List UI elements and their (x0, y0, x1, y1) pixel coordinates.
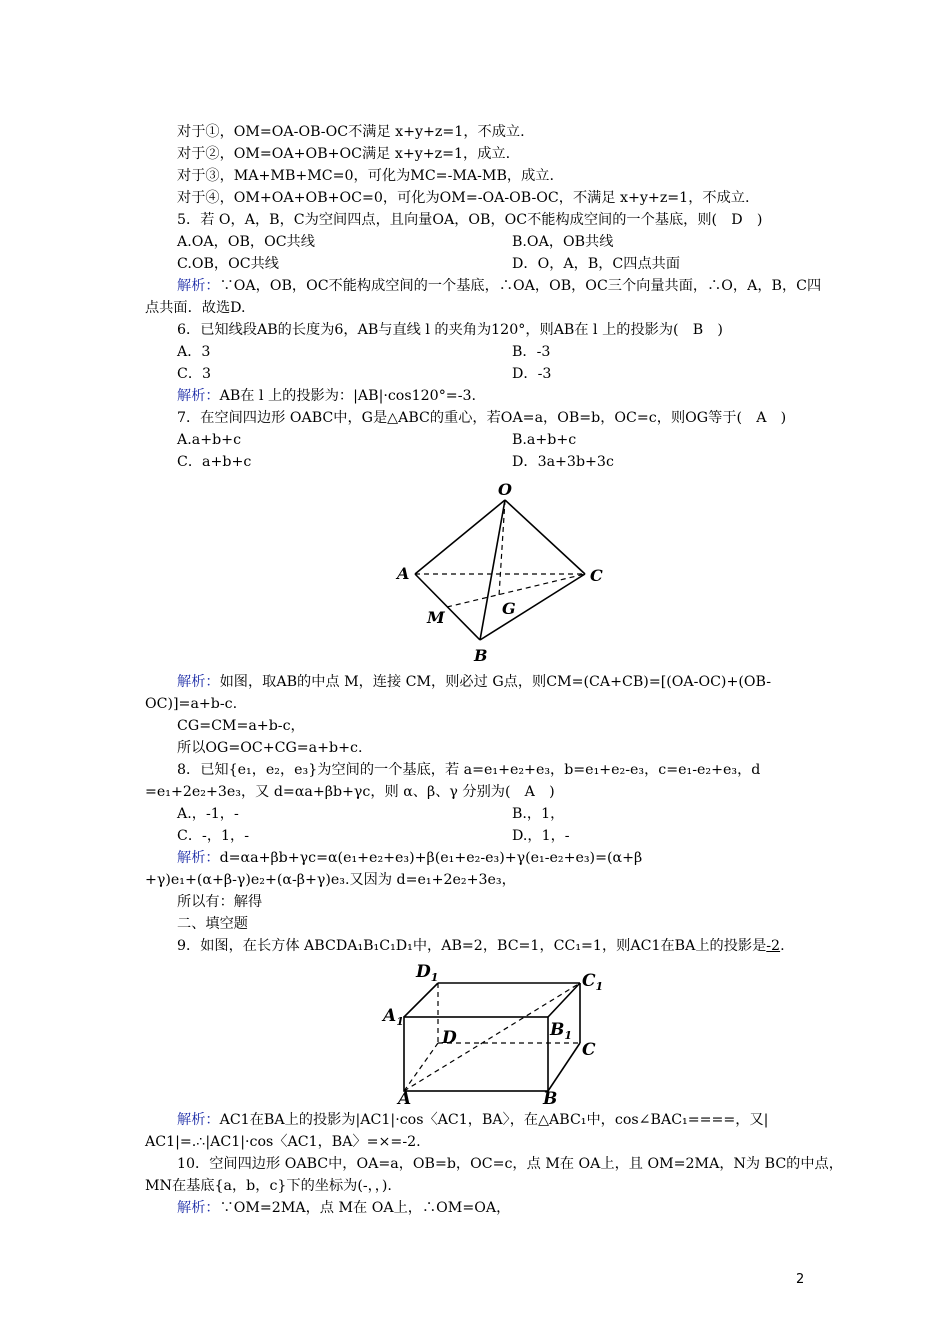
section-heading-fill-blank: 二、填空题 (177, 916, 248, 932)
question-6: 6．已知线段AB的长度为6，AB与直线 l 的夹角为120°，则AB在 l 上的投影为( B ) (177, 322, 723, 338)
q8-solution-line3: 所以有：解得 (177, 894, 263, 910)
line-case-3: 对于③，MA+MB+MC=0，可化为MC=-MA-MB，成立. (177, 168, 554, 184)
question-9-text: 9．如图，在长方体 ABCDA₁B₁C₁D₁中，AB=2，BC=1，CC₁=1，则AC1在BA上的投影是 (177, 938, 767, 954)
question-10-cont: MN在基底{a，b，c}下的坐标为(-，，). (145, 1178, 392, 1194)
q5-option-a: A.OA，OB，OC共线 (177, 234, 315, 250)
front-face (404, 1017, 548, 1091)
q7-option-d: D．3a+3b+3c (512, 454, 614, 470)
solution-label: 解析： (177, 850, 220, 866)
q5-solution-cont: 点共面．故选D. (145, 300, 246, 316)
solution-label: 解析： (177, 278, 220, 294)
label-c: C (582, 1040, 596, 1060)
q7-solution (177, 672, 771, 692)
label-a: A (398, 1089, 412, 1104)
q9-solution-text: AC1在BA上的投影为|AC1|·cos〈AC1，BA〉，在△ABC₁中，cos∠BAC₁====，又| (219, 1112, 769, 1128)
q6-solution-text: AB在 l 上的投影为：|AB|·cos120°=-3. (219, 388, 477, 404)
label-o: O (498, 480, 512, 499)
q8-option-d: D.，1，- (512, 828, 570, 844)
question-10: 10．空间四边形 OABC中，OA=a，OB=b，OC=c，点 M在 OA上，且 OM=2MA，N为 BC的中点， (177, 1156, 843, 1172)
page-number: 2 (796, 1272, 805, 1287)
line-case-4: 对于④，OM+OA+OB+OC=0，可化为OM=-OA-OB-OC，不满足 x+y+z=1，不成立. (177, 190, 750, 206)
solution-label: 解析： (177, 388, 220, 404)
question-8: 8．已知{e₁，e₂，e₃}为空间的一个基底，若 a=e₁+e₂+e₃，b=e₁+e₂-e₃，c=e₁-e₂+e₃，d (177, 762, 761, 778)
q7-solution-cont: OC)]=a+b-c. (145, 696, 238, 712)
label-d: D (442, 1028, 457, 1048)
label-b: B (474, 646, 488, 665)
edge-a1d1 (404, 983, 438, 1017)
solution-label: 解析： (177, 1200, 220, 1216)
q6-solution (177, 386, 476, 406)
question-5: 5．若 O，A，B，C为空间四点，且向量OA，OB，OC不能构成空间的一个基底，则( D ) (177, 212, 763, 228)
q9-answer: -2 (766, 938, 781, 954)
q6-option-b: B．-3 (512, 344, 551, 360)
q9-solution (177, 1110, 768, 1130)
label-c1: $C_1$ (582, 971, 604, 993)
q5-option-c: C.OB，OC共线 (177, 256, 279, 272)
solution-label: 解析： (177, 1112, 220, 1128)
q8-option-b: B.，1， (512, 806, 565, 822)
label-b1: $B_1$ (550, 1020, 573, 1042)
question-7: 7．在空间四边形 OABC中，G是△ABC的重心，若OA=a，OB=b，OC=c，则OG等于( A ) (177, 410, 787, 426)
label-a: A (397, 564, 410, 583)
q6-option-d: D．-3 (512, 366, 552, 382)
q9-period: . (780, 938, 785, 954)
edge-bc (480, 574, 585, 640)
edge-oa (415, 500, 505, 574)
solution-label: 解析： (177, 674, 220, 690)
q10-solution-text: ∵OM=2MA，点 M在 OA上，∴OM=OA， (219, 1200, 511, 1216)
label-m: M (427, 608, 445, 627)
label-b: B (543, 1089, 558, 1104)
q7-solution-line4: 所以OG=OC+CG=a+b+c. (177, 740, 363, 756)
line-case-2: 对于②，OM=OA+OB+OC满足 x+y+z=1，成立. (177, 146, 511, 162)
q7-option-c: C．a+b+c (177, 454, 252, 470)
label-g: G (502, 599, 516, 618)
cuboid-figure (378, 956, 608, 1104)
q5-solution-text: ∵OA，OB，OC不能构成空间的一个基底，∴OA，OB，OC三个向量共面，∴O，A，B，C四 (219, 278, 822, 294)
q7-option-a: A.a+b+c (177, 432, 242, 448)
q5-solution (177, 276, 821, 296)
q8-solution-cont: +γ)e₁+(α+β-γ)e₂+(α-β+γ)e₃.又因为 d=e₁+2e₂+3e₃， (145, 872, 516, 888)
q8-option-a: A.，-1，- (177, 806, 239, 822)
line-case-1: 对于①，OM=OA-OB-OC不满足 x+y+z=1，不成立. (177, 124, 525, 140)
segment-mc-dashed (447, 574, 585, 607)
q10-solution (177, 1198, 510, 1218)
tetrahedron-figure (380, 478, 620, 668)
q8-option-c: C．-，1，- (177, 828, 250, 844)
edge-oc (505, 500, 585, 574)
label-a1: $A_1$ (383, 1006, 404, 1028)
label-c: C (590, 566, 603, 585)
label-d1: $D_1$ (416, 962, 439, 984)
q6-option-c: C．3 (177, 366, 212, 382)
question-9 (177, 936, 785, 956)
edge-bc (548, 1043, 580, 1091)
q9-solution-cont: AC1|=.∴|AC1|·cos〈AC1，BA〉=×=-2. (145, 1134, 421, 1150)
q7-solution-text: 如图，取AB的中点 M，连接 CM，则必过 G点，则CM=(CA+CB)=[(OA-OC)+(OB- (219, 674, 772, 690)
q5-option-d: D．O，A，B，C四点共面 (512, 256, 681, 272)
q7-option-b: B.a+b+c (512, 432, 577, 448)
edge-ad-dashed (404, 1043, 438, 1091)
q8-solution (177, 848, 642, 868)
question-8-cont: =e₁+2e₂+3e₃，又 d=αa+βb+γc，则 α、β、γ 分别为( A ) (145, 784, 555, 800)
q8-solution-text: d=αa+βb+γc=α(e₁+e₂+e₃)+β(e₁+e₂-e₃)+γ(e₁-e₂+e₃)=(α+β (219, 850, 643, 866)
q5-option-b: B.OA，OB共线 (512, 234, 614, 250)
edge-ob (480, 500, 505, 640)
q7-solution-line3: CG=CM=a+b-c， (177, 718, 305, 734)
q6-option-a: A．3 (177, 344, 211, 360)
